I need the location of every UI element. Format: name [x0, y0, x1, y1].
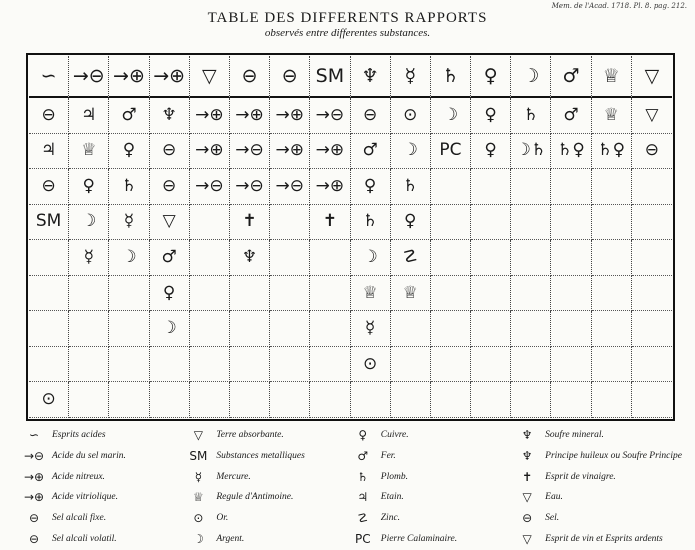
- table-cell-symbol: ♀: [150, 276, 190, 312]
- legend-label: Principe huileux ou Soufre Principe: [545, 450, 682, 461]
- table-cell-symbol: [190, 276, 230, 312]
- legend-item: [186, 490, 346, 504]
- table-cell-symbol: [511, 276, 551, 312]
- table-cell-symbol: ♀: [471, 98, 511, 134]
- table-cell-symbol: [69, 347, 109, 383]
- legend-item: [186, 449, 346, 463]
- table-cell-symbol: →⊕: [310, 134, 350, 170]
- table-cell-symbol: [230, 382, 270, 418]
- table-cell-symbol: [592, 205, 632, 241]
- table-cell-symbol: [190, 311, 230, 347]
- table-cell-symbol: [431, 205, 471, 241]
- table-cell-symbol: ♂: [551, 98, 591, 134]
- legend-label: Zinc.: [380, 513, 401, 524]
- table-cell-symbol: [29, 276, 69, 312]
- table-cell-symbol: [511, 169, 551, 205]
- legend-symbol: ♄: [357, 469, 369, 484]
- legend-symbol: SM: [189, 448, 208, 463]
- legend-label: Sel.: [545, 513, 560, 524]
- legend-column: [22, 428, 182, 546]
- table-cell-symbol: ♕: [592, 98, 632, 134]
- table-cell-symbol: →⊕: [230, 98, 270, 134]
- table-cell-symbol: [230, 276, 270, 312]
- legend-label: Sel alcali volatil.: [52, 533, 117, 544]
- legend-item: [186, 428, 346, 442]
- table-cell-symbol: [431, 276, 471, 312]
- table-cell-symbol: [150, 382, 190, 418]
- table-cell-symbol: ☽: [391, 134, 431, 170]
- legend-label: Substances metalliques: [216, 450, 305, 461]
- table-cell-symbol: ♆: [150, 98, 190, 134]
- table-cell-symbol: [551, 347, 591, 383]
- table-cell-symbol: [431, 240, 471, 276]
- legend-item: [515, 532, 682, 546]
- table-cell-symbol: ⊖: [29, 98, 69, 134]
- legend-label: Or.: [216, 513, 229, 524]
- table-cell-symbol: [592, 169, 632, 205]
- table-cell-symbol: ☡: [391, 240, 431, 276]
- table-cell-symbol: [69, 276, 109, 312]
- legend-symbol: ☽: [192, 531, 204, 546]
- table-cell-symbol: →⊕: [310, 169, 350, 205]
- table-cell-symbol: [270, 205, 310, 241]
- table-cell-symbol: [592, 347, 632, 383]
- table-cell-symbol: ☿: [109, 205, 149, 241]
- legend-item: [515, 511, 682, 525]
- table-cell-symbol: [632, 347, 672, 383]
- table-cell-symbol: [551, 169, 591, 205]
- table-cell-symbol: ♕: [69, 134, 109, 170]
- affinity-table: [29, 56, 672, 418]
- table-cell-symbol: [471, 276, 511, 312]
- table-cell-symbol: [592, 276, 632, 312]
- legend-symbol: ♃: [357, 490, 369, 505]
- table-cell-symbol: [29, 240, 69, 276]
- legend-symbol: ⊖: [522, 511, 533, 526]
- table-cell-symbol: [511, 205, 551, 241]
- legend-symbol: ♀: [358, 428, 368, 442]
- table-cell-symbol: ♀: [109, 134, 149, 170]
- column-header-symbol: ♕: [592, 56, 632, 98]
- table-cell-symbol: [592, 311, 632, 347]
- table-cell-symbol: [632, 382, 672, 418]
- table-cell-symbol: →⊕: [270, 134, 310, 170]
- table-cell-symbol: [551, 240, 591, 276]
- table-cell-symbol: ☿: [69, 240, 109, 276]
- table-cell-symbol: [69, 382, 109, 418]
- table-cell-symbol: [551, 276, 591, 312]
- column-header-symbol: →⊕: [109, 56, 149, 98]
- table-cell-symbol: ⊖: [150, 169, 190, 205]
- table-cell-symbol: [190, 382, 230, 418]
- column-header-symbol: ☿: [391, 56, 431, 98]
- table-cell-symbol: →⊖: [190, 169, 230, 205]
- table-cell-symbol: [632, 311, 672, 347]
- legend-item: [186, 511, 346, 525]
- table-cell-symbol: ♀: [471, 134, 511, 170]
- table-cell-symbol: [109, 382, 149, 418]
- table-cell-symbol: [190, 240, 230, 276]
- page-subtitle: observés entre differentes substances.: [264, 27, 431, 39]
- table-cell-symbol: →⊕: [270, 98, 310, 134]
- legend-symbol: ▽: [193, 428, 203, 442]
- legend-label: Acide du sel marin.: [52, 450, 126, 461]
- table-cell-symbol: ☿: [351, 311, 391, 347]
- legend-symbol: PC: [354, 531, 371, 546]
- legend-item: [351, 511, 511, 525]
- legend-item: [351, 470, 511, 484]
- table-cell-symbol: SM: [29, 205, 69, 241]
- table-cell-symbol: ▽: [632, 98, 672, 134]
- table-cell-symbol: ♂: [109, 98, 149, 134]
- table-cell-symbol: ♄: [391, 169, 431, 205]
- column-header-symbol: ⊖: [270, 56, 310, 98]
- table-cell-symbol: [29, 311, 69, 347]
- table-cell-symbol: →⊕: [190, 134, 230, 170]
- legend-symbol: →⊖: [23, 448, 45, 463]
- table-cell-symbol: ♕: [391, 276, 431, 312]
- table-cell-symbol: [391, 347, 431, 383]
- legend-label: Regule d'Antimoine.: [216, 492, 294, 503]
- table-cell-symbol: [391, 311, 431, 347]
- table-cell-symbol: ⊖: [150, 134, 190, 170]
- table-cell-symbol: ♄♀: [551, 134, 591, 170]
- table-cell-symbol: [431, 169, 471, 205]
- table-cell-symbol: [391, 382, 431, 418]
- table-cell-symbol: [551, 311, 591, 347]
- page-reference: Mem. de l'Acad. 1718. Pl. 8. pag. 212.: [551, 2, 687, 10]
- legend-symbol: ♆: [521, 448, 533, 463]
- table-cell-symbol: →⊖: [230, 134, 270, 170]
- table-cell-symbol: →⊖: [270, 169, 310, 205]
- table-cell-symbol: [190, 205, 230, 241]
- legend-label: Sel alcali fixe.: [52, 513, 107, 524]
- column-header-symbol: →⊖: [69, 56, 109, 98]
- legend-symbol: ♕: [192, 490, 204, 505]
- legend-item: [351, 428, 511, 442]
- legend-symbol: ▽: [522, 490, 532, 505]
- legend-label: Acide nitreux.: [52, 471, 105, 482]
- legend-symbol: ∽: [28, 428, 40, 442]
- table-cell-symbol: ♆: [230, 240, 270, 276]
- table-cell-symbol: [592, 382, 632, 418]
- column-header-symbol: ∽: [29, 56, 69, 98]
- table-cell-symbol: [310, 382, 350, 418]
- table-cell-symbol: ♃: [29, 134, 69, 170]
- legend-label: Etain.: [380, 492, 404, 503]
- table-cell-symbol: [471, 240, 511, 276]
- legend-column: [351, 428, 511, 546]
- legend-label: Fer.: [380, 450, 396, 461]
- table-cell-symbol: ♄: [351, 205, 391, 241]
- table-cell-symbol: [632, 276, 672, 312]
- column-header-symbol: ♂: [551, 56, 591, 98]
- table-cell-symbol: [270, 240, 310, 276]
- table-cell-symbol: ✝: [310, 205, 350, 241]
- legend-item: [515, 449, 682, 463]
- legend-label: Esprit de vin et Esprits ardents: [545, 533, 663, 544]
- table-cell-symbol: [511, 347, 551, 383]
- legend-symbol: ♆: [521, 428, 533, 442]
- legend-label: Acide vitriolique.: [52, 492, 118, 503]
- table-cell-symbol: ⊖: [632, 134, 672, 170]
- table-cell-symbol: ☽: [109, 240, 149, 276]
- table-cell-symbol: [310, 276, 350, 312]
- table-cell-symbol: [551, 205, 591, 241]
- table-cell-symbol: [150, 347, 190, 383]
- column-header-symbol: ⊖: [230, 56, 270, 98]
- table-cell-symbol: PC: [431, 134, 471, 170]
- legend-item: [186, 470, 346, 484]
- legend-symbol: ☿: [194, 469, 203, 484]
- legend-column: [186, 428, 346, 546]
- table-cell-symbol: ☽: [351, 240, 391, 276]
- column-header-symbol: →⊕: [150, 56, 190, 98]
- legend-label: Esprit de vinaigre.: [545, 471, 616, 482]
- table-cell-symbol: ⊙: [29, 382, 69, 418]
- table-cell-symbol: [632, 169, 672, 205]
- table-cell-symbol: ♀: [69, 169, 109, 205]
- table-cell-symbol: [551, 382, 591, 418]
- legend-symbol: ☡: [357, 511, 369, 526]
- table-cell-symbol: ♕: [351, 276, 391, 312]
- table-cell-symbol: [310, 347, 350, 383]
- table-cell-symbol: ▽: [150, 205, 190, 241]
- table-cell-symbol: [592, 240, 632, 276]
- table-cell-symbol: [471, 169, 511, 205]
- legend-label: Esprits acides: [52, 430, 106, 440]
- table-cell-symbol: [431, 311, 471, 347]
- table-cell-symbol: [109, 276, 149, 312]
- table-cell-symbol: [511, 240, 551, 276]
- table-cell-symbol: ♄: [109, 169, 149, 205]
- legend-label: Terre absorbante.: [216, 430, 284, 440]
- table-cell-symbol: [310, 240, 350, 276]
- legend-item: [351, 449, 511, 463]
- table-cell-symbol: [270, 311, 310, 347]
- legend-item: [22, 490, 182, 504]
- table-cell-symbol: ⊖: [351, 98, 391, 134]
- table-cell-symbol: [109, 347, 149, 383]
- table-cell-symbol: ♄♀: [592, 134, 632, 170]
- legend-label: Pierre Calaminaire.: [380, 533, 458, 544]
- table-cell-symbol: [511, 382, 551, 418]
- legend-label: Argent.: [216, 533, 245, 544]
- table-cell-symbol: [471, 347, 511, 383]
- table-cell-symbol: [230, 347, 270, 383]
- table-cell-symbol: ⊖: [29, 169, 69, 205]
- legend-item: [22, 428, 182, 442]
- legend-symbol: ⊖: [28, 531, 40, 546]
- legend-item: [351, 490, 511, 504]
- table-cell-symbol: ☽: [431, 98, 471, 134]
- table-cell-symbol: [29, 347, 69, 383]
- table-cell-symbol: ☽: [150, 311, 190, 347]
- table-cell-symbol: [270, 347, 310, 383]
- legend-item: [22, 470, 182, 484]
- table-cell-symbol: [511, 311, 551, 347]
- legend-symbol: →⊕: [23, 490, 45, 505]
- table-cell-symbol: ♃: [69, 98, 109, 134]
- table-cell-symbol: [431, 382, 471, 418]
- legend-symbol: ♂: [357, 448, 369, 463]
- table-cell-symbol: [471, 311, 511, 347]
- table-cell-symbol: [431, 347, 471, 383]
- legend-item: [22, 511, 182, 525]
- table-cell-symbol: [109, 311, 149, 347]
- table-cell-symbol: ♂: [150, 240, 190, 276]
- table-cell-symbol: [270, 276, 310, 312]
- table-cell-symbol: ♂: [351, 134, 391, 170]
- table-cell-symbol: ♀: [351, 169, 391, 205]
- table-cell-symbol: [69, 311, 109, 347]
- column-header-symbol: ☽: [511, 56, 551, 98]
- column-header-symbol: ♄: [431, 56, 471, 98]
- table-cell-symbol: →⊖: [310, 98, 350, 134]
- legend-symbol: ⊙: [193, 511, 204, 526]
- table-cell-symbol: →⊕: [190, 98, 230, 134]
- table-cell-symbol: [230, 311, 270, 347]
- legend-label: Cuivre.: [380, 430, 409, 440]
- table-cell-symbol: ⊙: [391, 98, 431, 134]
- legend-item: [515, 470, 682, 484]
- legend: [22, 428, 682, 546]
- table-cell-symbol: [270, 382, 310, 418]
- table-cell-symbol: ⊙: [351, 347, 391, 383]
- legend-label: Plomb.: [380, 471, 408, 482]
- legend-label: Soufre mineral.: [545, 430, 604, 440]
- legend-item: [186, 532, 346, 546]
- table-cell-symbol: [632, 240, 672, 276]
- page-title: TABLE DES DIFFERENTS RAPPORTS: [207, 10, 488, 26]
- table-cell-symbol: [632, 205, 672, 241]
- table-cell-symbol: ✝: [230, 205, 270, 241]
- legend-item: [22, 532, 182, 546]
- table-cell-symbol: ♀: [391, 205, 431, 241]
- legend-symbol: ✝: [522, 469, 533, 484]
- legend-symbol: →⊕: [23, 469, 45, 484]
- table-cell-symbol: ♄: [511, 98, 551, 134]
- table-cell-symbol: [310, 311, 350, 347]
- legend-item: [351, 532, 511, 546]
- legend-symbol: ▽: [522, 531, 532, 546]
- table-cell-symbol: [471, 205, 511, 241]
- legend-label: Eau.: [545, 492, 563, 503]
- legend-item: [515, 428, 682, 442]
- table-cell-symbol: ☽♄: [511, 134, 551, 170]
- legend-item: [22, 449, 182, 463]
- table-cell-symbol: →⊖: [230, 169, 270, 205]
- column-header-symbol: SM: [310, 56, 350, 98]
- legend-symbol: ⊖: [28, 511, 40, 526]
- legend-label: Mercure.: [216, 471, 251, 482]
- table-cell-symbol: [190, 347, 230, 383]
- column-header-symbol: ▽: [190, 56, 230, 98]
- table-cell-symbol: [351, 382, 391, 418]
- column-header-symbol: ▽: [632, 56, 672, 98]
- column-header-symbol: ♀: [471, 56, 511, 98]
- legend-column: [515, 428, 682, 546]
- legend-item: [515, 490, 682, 504]
- table-cell-symbol: ☽: [69, 205, 109, 241]
- column-header-symbol: ♆: [351, 56, 391, 98]
- table-cell-symbol: [471, 382, 511, 418]
